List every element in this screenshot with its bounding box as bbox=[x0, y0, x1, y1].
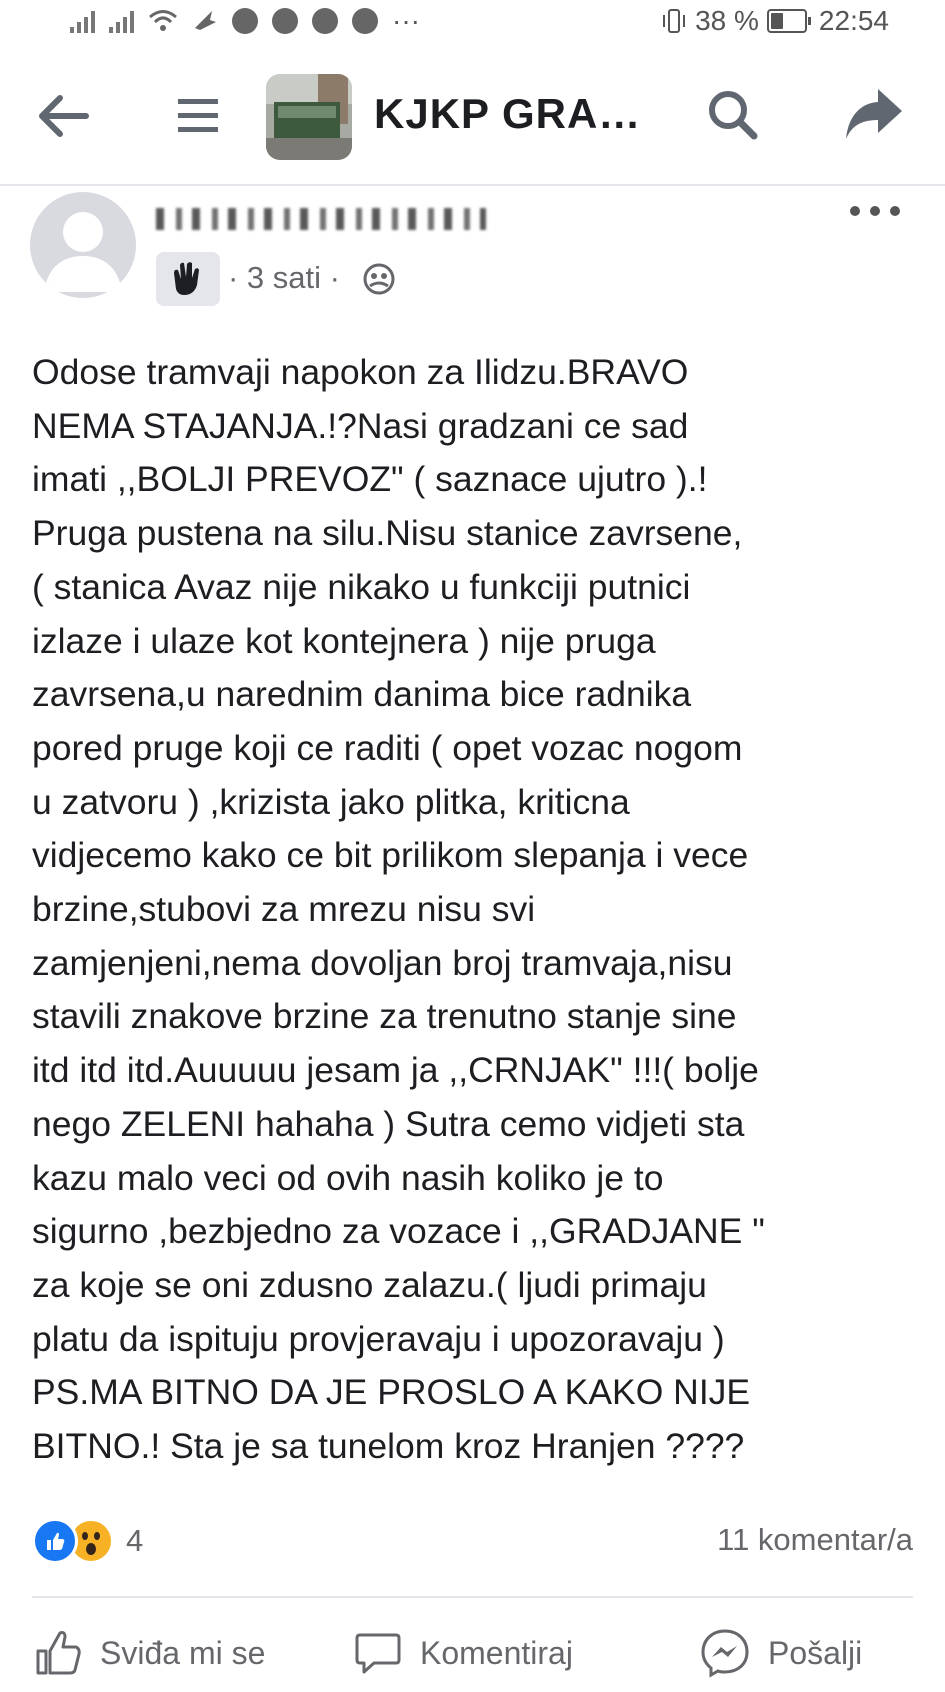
comment-bubble-icon bbox=[354, 1629, 402, 1677]
comment-label: Komentiraj bbox=[420, 1634, 573, 1671]
menu-icon bbox=[176, 94, 220, 138]
viber-icon bbox=[272, 8, 298, 34]
new-member-badge[interactable] bbox=[156, 252, 220, 306]
clock: 22:54 bbox=[818, 5, 889, 36]
send-label: Pošalji bbox=[768, 1634, 863, 1671]
signal-icon bbox=[70, 9, 95, 33]
vibrate-icon bbox=[661, 7, 687, 35]
status-system bbox=[661, 5, 945, 37]
like-button[interactable] bbox=[34, 1618, 265, 1688]
bird-icon bbox=[192, 8, 218, 34]
author-avatar[interactable] bbox=[30, 192, 136, 298]
comments-count-link[interactable]: 11 komentar/a bbox=[717, 1522, 913, 1557]
signal-icon bbox=[109, 9, 134, 33]
messenger-icon bbox=[700, 1628, 750, 1678]
post-more-options-button[interactable] bbox=[850, 196, 900, 226]
page-header bbox=[0, 42, 945, 186]
thumbs-up-icon bbox=[34, 1629, 82, 1677]
post-body-text: Odose tramvaji napokon za Ilidzu.BRAVO NEMA STAJANJA.!?Nasi gradzani ce sad imati ,,BOLJI PREVOZ" ( saznace ujutro ).! Pruga pustena na silu.Nisu stanice zavrsene, ( stanica Avaz nije nikako u funkciji putnici izlaze i ulaze kot kontejnera ) nije pruga zavrsena,u narednim danima bice radnika pored pruge koji ce raditi ( opet vozac nogom u zatvoru ) ,krizista jako plitka, kriticna vidjecemo kako ce bit prilikom slepanja i vece brzine,stubovi za mrezu nisu svi zamjenjeni,nema dovoljan broj tramvaja,nisu stavili znakove brzine za trenutno stanje sine itd itd itd.Auuuuu jesam ja ,,CRNJAK" !!!( bolje nego ZELENI hahaha ) Sutra cemo vidjeti sta kazu malo veci od ovih nasih koliko je to sigurno ,bezbjedno za vozace i ,,GRADJANE " za koje se oni zdusno zalazu.( ljudi primaju platu da ispituju provjeravaju i upozoravaju ) PS.MA BITNO DA JE PROSLO A KAKO NIJE BITNO.! Sta je sa tunelom kroz Hranjen ???? bbox=[32, 352, 765, 1467]
author-name-redacted[interactable] bbox=[156, 196, 496, 238]
back-arrow-icon bbox=[34, 92, 90, 140]
like-label: Sviđa mi se bbox=[100, 1634, 266, 1671]
divider bbox=[32, 1596, 913, 1598]
wifi-icon bbox=[148, 8, 178, 34]
page-title[interactable]: KJKP GRA… bbox=[374, 90, 642, 137]
battery-icon bbox=[767, 9, 811, 33]
post-timestamp[interactable]: · 3 sati · bbox=[228, 260, 340, 295]
send-button[interactable] bbox=[700, 1618, 862, 1688]
tram-photo-icon bbox=[266, 74, 352, 160]
chrome-icon bbox=[312, 8, 338, 34]
back-button[interactable] bbox=[30, 84, 94, 148]
reactions-count: 4 bbox=[126, 1523, 144, 1558]
battery-percent: 38 % bbox=[695, 5, 759, 36]
reactions-summary[interactable] bbox=[32, 1518, 143, 1564]
status-bar bbox=[0, 0, 945, 42]
menu-button[interactable] bbox=[170, 84, 226, 148]
page-avatar[interactable] bbox=[266, 74, 352, 160]
more-notifications-icon: ··· bbox=[392, 5, 420, 36]
default-avatar-icon bbox=[30, 192, 136, 298]
chrome-icon bbox=[352, 8, 378, 34]
waving-hand-icon bbox=[168, 259, 208, 299]
post-actions-bar bbox=[0, 1618, 945, 1688]
friends-icon bbox=[362, 262, 396, 296]
messenger-icon bbox=[232, 8, 258, 34]
share-button[interactable] bbox=[840, 82, 908, 146]
search-button[interactable] bbox=[700, 82, 764, 146]
like-reaction-icon bbox=[32, 1518, 78, 1564]
status-notifications bbox=[0, 5, 420, 37]
search-icon bbox=[706, 88, 758, 140]
comment-button[interactable] bbox=[354, 1618, 573, 1688]
share-icon bbox=[844, 87, 904, 141]
